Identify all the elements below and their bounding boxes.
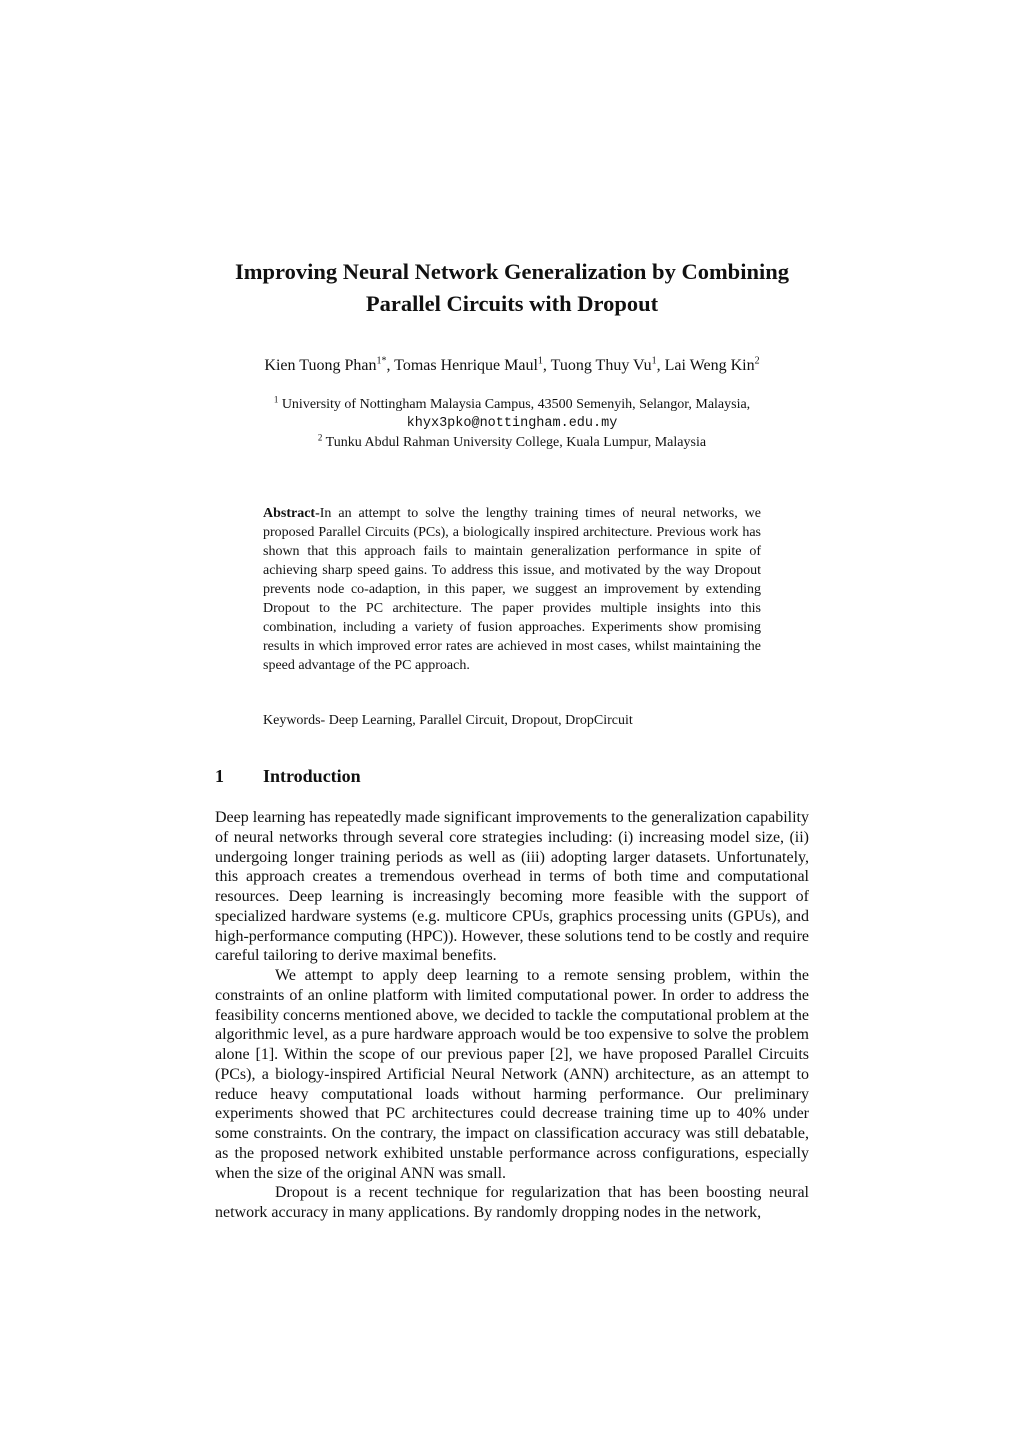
title-line-2: Parallel Circuits with Dropout	[365, 291, 659, 316]
author-name: Kien Tuong Phan	[264, 357, 377, 374]
author-affiliation-mark: 1	[537, 355, 543, 367]
abstract-label: Abstract-	[263, 506, 320, 521]
title-line-1: Improving Neural Network Generalization by Combining	[235, 259, 789, 284]
affiliation-1	[150, 395, 874, 414]
section-body	[215, 808, 809, 1223]
abstract	[263, 504, 761, 675]
author-list: Kien Tuong Phan$^{1*}$, Tomas Henrique Maul$^1$, Tuong Thuy Vu$^1$, Lai Weng Kin$^2$	[264, 355, 760, 374]
affiliation-1-text: University of Nottingham Malaysia Campus, 43500 Semenyih, Selangor, Malaysia,	[281, 397, 751, 412]
author-affiliation-mark: 2	[754, 355, 760, 367]
author-name: Lai Weng Kin	[664, 357, 755, 374]
body-paragraph: We attempt to apply deep learning to a remote sensing problem, within the constraints of an online platform with limited computational power. In order to address the feasibility concerns mentioned above, we decided to tackle the computational problem at the algorithmic level, as a pure hardware approach would be too expensive to solve the problem alone [1]. Within the scope of our previous paper [2], we have proposed Parallel Circuits (PCs), a biology-inspired Artificial Neural Network (ANN) architecture, as an attempt to reduce heavy computational loads without harming performance. Our preliminary experiments showed that PC architectures could decrease training time up to 40% under some constraints. On the contrary, the impact on classification accuracy was still debatable, as the proposed network exhibited unstable performance across configurations, especially when the size of the original ANN was small.	[215, 967, 809, 1182]
author-affiliation-mark: 1	[651, 355, 657, 367]
section-title: Introduction	[263, 766, 361, 786]
author-name: Tuong Thuy Vu	[550, 357, 652, 374]
body-paragraph: Deep learning has repeatedly made significant improvements to the generalization capability of neural networks through several core strategies including: (i) increasing model size, (ii) undergoing longer training periods as well as (iii) adopting larger datasets. Unfortunately, this approach creates a tremendous overhead in terms of both time and computational resources. Deep learning is increasingly becoming more feasible with the support of specialized hardware systems (e.g. multicore CPUs, graphics processing units (GPUs), and high-performance computing (HPC)). However, these solutions tend to be costly and require careful tailoring to derive maximal benefits.	[215, 809, 809, 965]
abstract-text: In an attempt to solve the lengthy training times of neural networks, we proposed Parallel Circuits (PCs), a biologically inspired architecture. Previous work has shown that this approach fails to maintain generalization performance in spite of achieving sharp speed gains. To address this issue, and motivated by the way Dropout prevents node co-adaption, in this paper, we suggest an improvement by extending Dropout to the PC architecture. The paper provides multiple insights into this combination, including a variety of fusion approaches. Experiments show promising results in which improved error rates are achieved in most cases, whilst maintaining the speed advantage of the PC approach.	[263, 506, 761, 673]
affiliation-2	[150, 433, 874, 452]
keywords: Keywords- Deep Learning, Parallel Circuit, Dropout, DropCircuit	[263, 713, 633, 728]
section-heading	[215, 764, 809, 788]
affiliations	[150, 395, 874, 452]
author-name: Tomas Henrique Maul	[394, 357, 538, 374]
paper-title	[150, 256, 874, 320]
author-affiliation-mark: 1*	[376, 355, 387, 367]
affiliation-mark: 1	[273, 394, 279, 405]
author-email: khyx3pko@nottingham.edu.my	[406, 416, 618, 431]
affiliation-2-text: Tunku Abdul Rahman University College, Kuala Lumpur, Malaysia	[325, 435, 707, 450]
affiliation-mark: 2	[317, 432, 323, 443]
body-paragraph: Dropout is a recent technique for regularization that has been boosting neural network accuracy in many applications. By randomly dropping nodes in the network,	[215, 1184, 809, 1221]
section-number: 1	[215, 766, 224, 786]
